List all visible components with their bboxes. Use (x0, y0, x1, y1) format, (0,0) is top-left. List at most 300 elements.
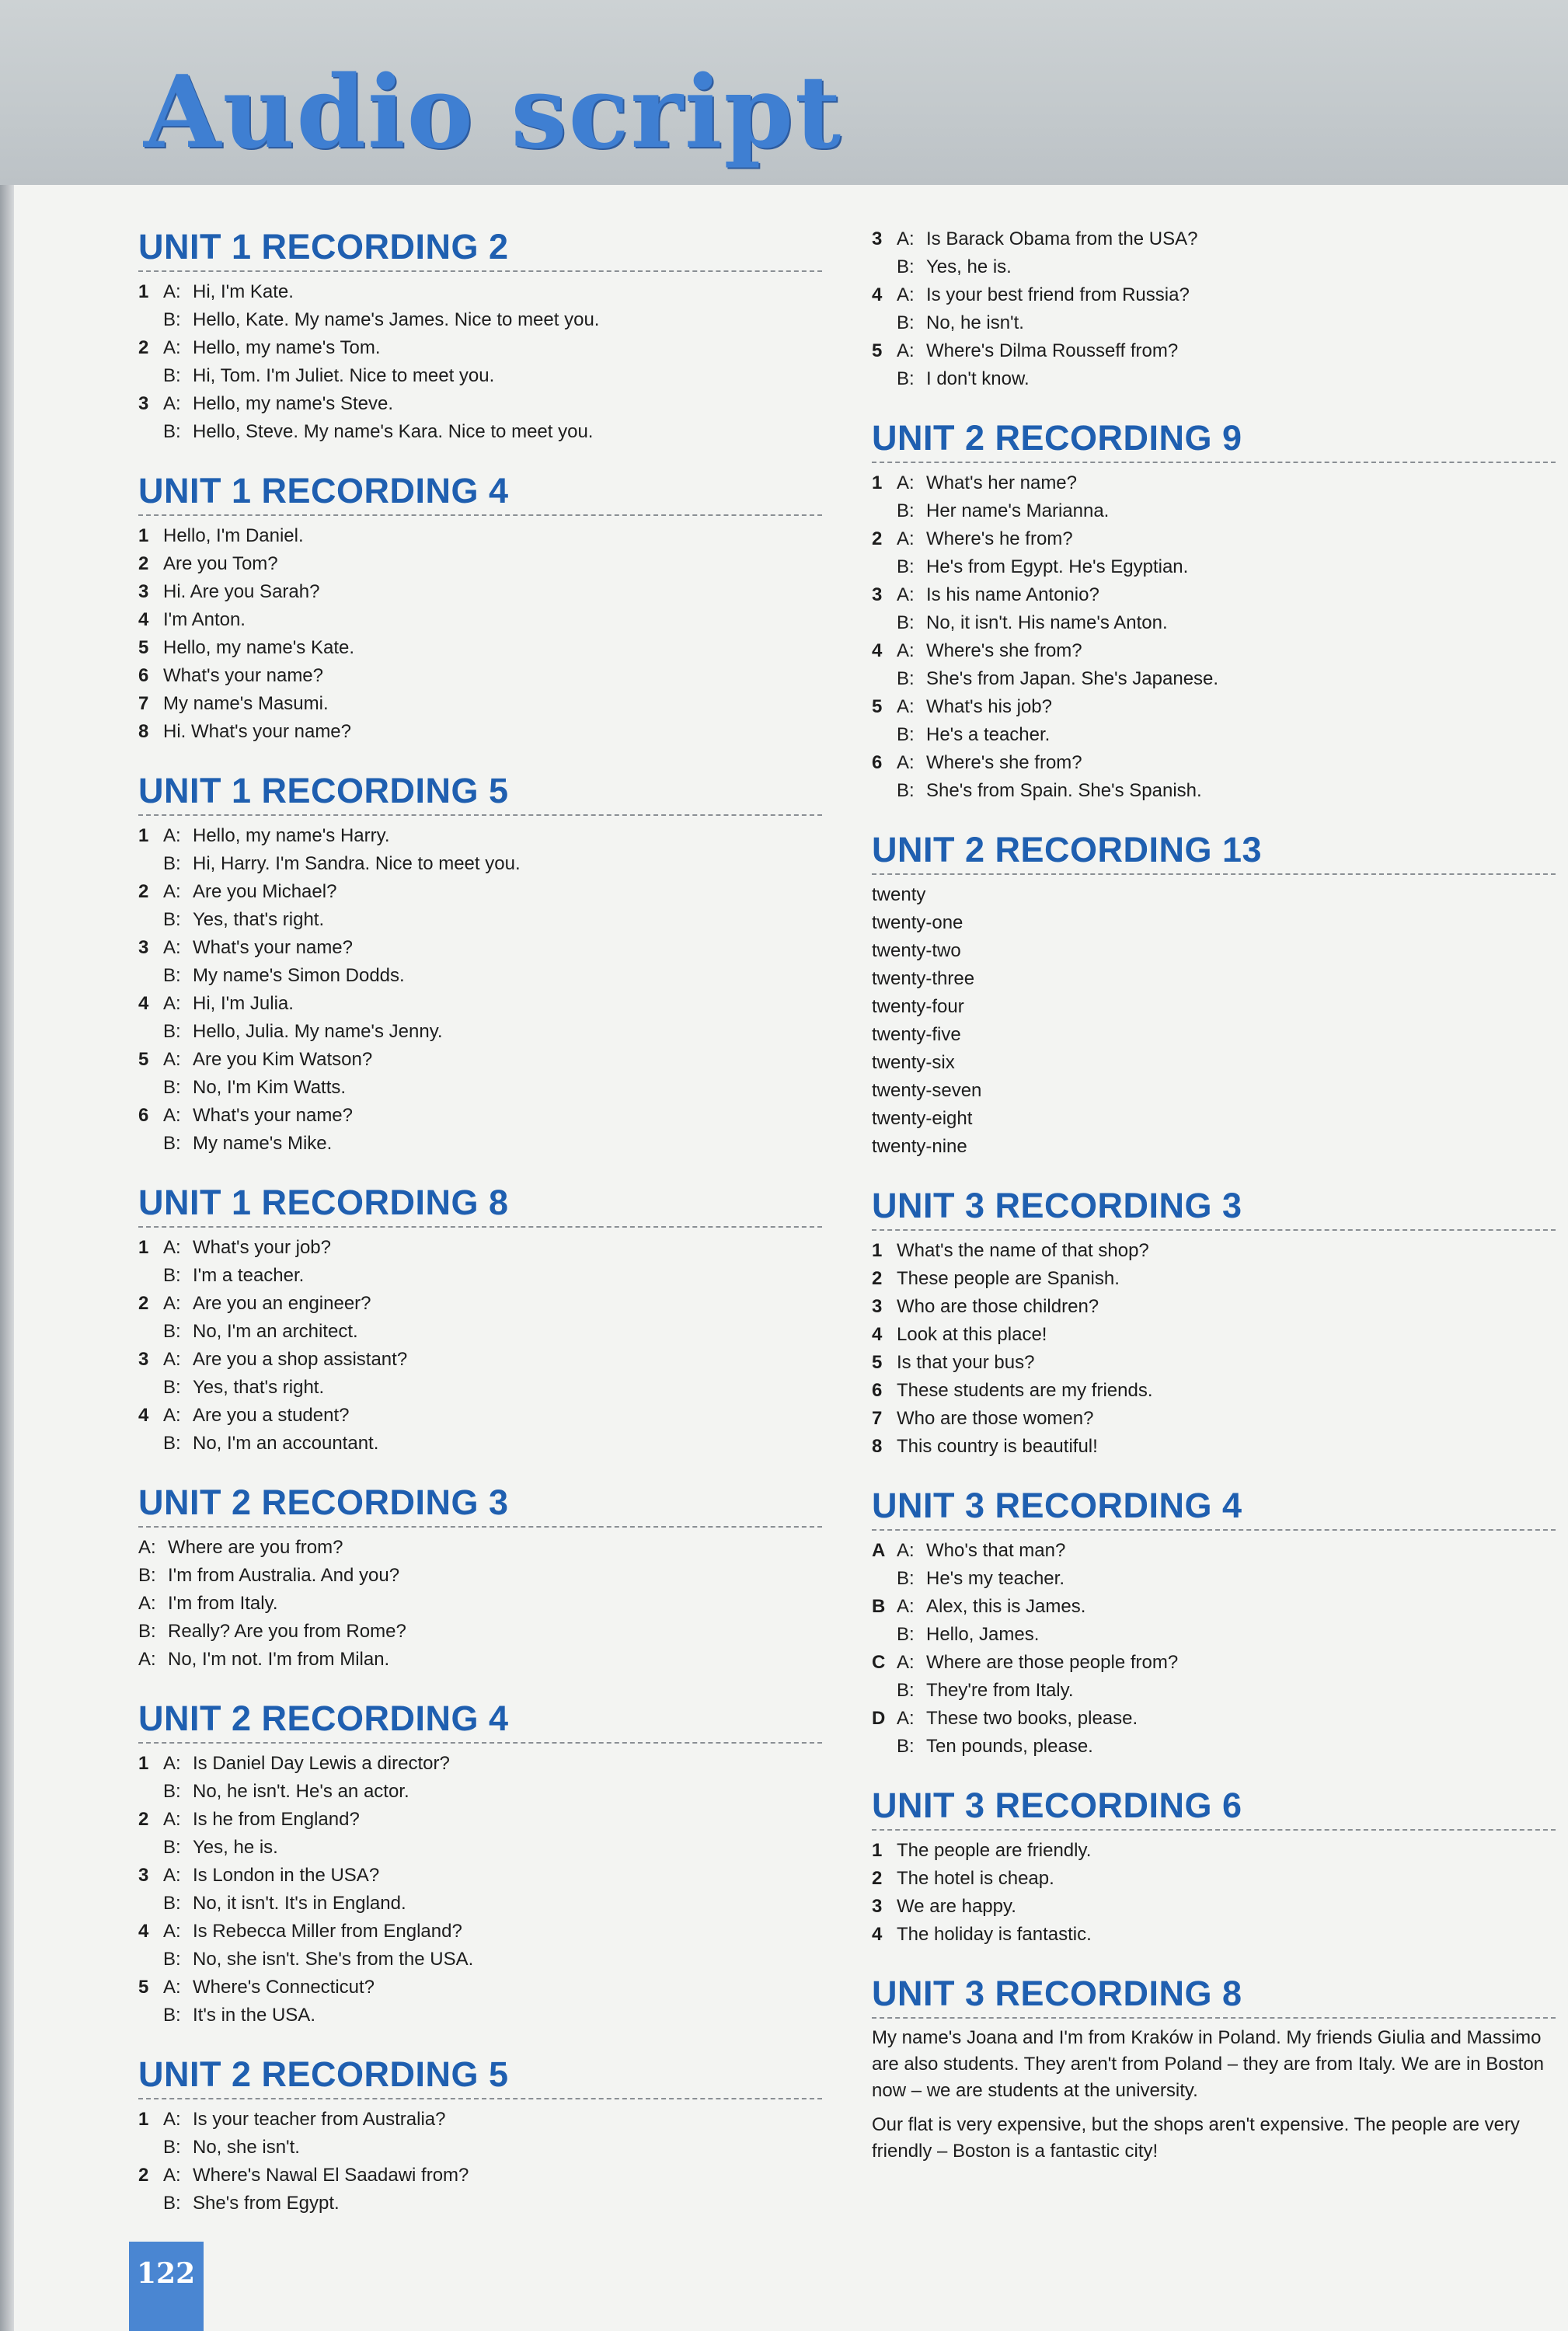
script-line (872, 1593, 1556, 1621)
speaker-label: B: (897, 668, 915, 689)
line-number: 2 (138, 881, 149, 902)
speaker-label: B: (163, 2005, 181, 2026)
line-text: This country is beautiful! (897, 1436, 1098, 1457)
speaker-label: B: (163, 365, 181, 386)
line-text: What's the name of that shop? (897, 1240, 1149, 1261)
line-text: Hello, my name's Harry. (193, 825, 390, 846)
speaker-label: B: (897, 1568, 915, 1589)
recording-heading: UNIT 2 RECORDING 4 (138, 1697, 822, 1744)
speaker-label: B: (163, 1837, 181, 1858)
script-line (872, 1621, 1556, 1649)
line-text: She's from Egypt. (193, 2193, 340, 2214)
line-text: Hi, I'm Julia. (193, 993, 294, 1014)
line-text: He's a teacher. (926, 724, 1051, 745)
line-number (872, 609, 897, 637)
line-text: Hello, Kate. My name's James. Nice to meet you. (193, 309, 600, 330)
line-number (872, 1565, 897, 1593)
line-number: 3 (138, 937, 149, 958)
recording-section (872, 1784, 1556, 1949)
line-text: My name's Mike. (193, 1133, 333, 1154)
recording-section (872, 225, 1556, 393)
line-number (138, 906, 163, 934)
line-text: twenty-one (872, 912, 963, 933)
speaker-label: B: (163, 1433, 181, 1454)
script-line (138, 578, 822, 606)
speaker-label: A: (163, 993, 181, 1014)
script-line (872, 1293, 1556, 1321)
speaker-label: B: (163, 965, 181, 986)
line-text: He's from Egypt. He's Egyptian. (926, 556, 1189, 577)
script-line (138, 962, 822, 990)
line-text: Yes, that's right. (193, 909, 325, 930)
line-number: 1 (872, 1240, 883, 1261)
line-text: Hi, Tom. I'm Juliet. Nice to meet you. (193, 365, 495, 386)
recording-section (138, 1481, 822, 1674)
page-edge-shadow (0, 185, 14, 2331)
line-text: My name's Simon Dodds. (193, 965, 405, 986)
line-text: Where's she from? (926, 752, 1082, 773)
line-text: Her name's Marianna. (926, 500, 1110, 521)
line-number: 1 (138, 1237, 149, 1258)
line-number (872, 253, 897, 281)
line-text: Is that your bus? (897, 1352, 1035, 1373)
line-number: 1 (138, 2109, 149, 2130)
speaker-label: A: (163, 281, 181, 302)
recording-section (138, 469, 822, 746)
line-number: 4 (138, 609, 149, 630)
line-text: These students are my friends. (897, 1380, 1153, 1401)
line-text: Is his name Antonio? (926, 584, 1099, 605)
line-number: 4 (138, 993, 149, 1014)
script-line (872, 581, 1556, 609)
line-text: I'm a teacher. (193, 1265, 305, 1286)
speaker-label: B: (163, 1077, 181, 1098)
line-number (138, 1946, 163, 1974)
line-number (138, 2190, 163, 2218)
script-line (138, 362, 822, 390)
line-number: 3 (872, 1896, 883, 1917)
line-number: 6 (872, 1380, 883, 1401)
script-line (138, 1806, 822, 1834)
line-text: What's your job? (193, 1237, 331, 1258)
line-text: twenty-five (872, 1024, 961, 1045)
line-text: Really? Are you from Rome? (168, 1621, 406, 1642)
script-line (872, 1349, 1556, 1377)
line-number: 6 (872, 752, 883, 773)
script-line (872, 365, 1556, 393)
script-line (138, 1102, 822, 1130)
script-line (872, 553, 1556, 581)
line-text: Hello, my name's Tom. (193, 337, 381, 358)
line-number: 2 (138, 1809, 149, 1830)
line-text: Hi, I'm Kate. (193, 281, 294, 302)
speaker-label: B: (897, 780, 915, 801)
script-line (138, 1402, 822, 1430)
speaker-label: B: (163, 421, 181, 442)
script-line (138, 1130, 822, 1158)
script-line (138, 390, 822, 418)
script-line (138, 1778, 822, 1806)
line-text: Hello, my name's Kate. (163, 637, 355, 658)
script-line (138, 934, 822, 962)
speaker-label: B: (163, 853, 181, 874)
speaker-label: B: (897, 256, 915, 277)
line-number: A (872, 1540, 886, 1561)
script-line (872, 965, 1556, 993)
line-number: 5 (138, 637, 149, 658)
script-line (872, 1021, 1556, 1049)
right-column (872, 225, 1556, 2188)
script-line (872, 1321, 1556, 1349)
line-text: The hotel is cheap. (897, 1868, 1054, 1889)
speaker-label: B: (897, 724, 915, 745)
line-text: Are you Tom? (163, 553, 278, 574)
speaker-label: B: (138, 1565, 156, 1586)
script-line (872, 1705, 1556, 1733)
line-text: Where's Nawal El Saadawi from? (193, 2165, 469, 2186)
speaker-label: B: (163, 1021, 181, 1042)
line-number: 3 (872, 228, 883, 249)
line-text: Who's that man? (926, 1540, 1066, 1561)
line-number: 5 (138, 1049, 149, 1070)
script-line (872, 1649, 1556, 1677)
line-text: Hello, I'm Daniel. (163, 525, 304, 546)
speaker-label: A: (163, 2165, 181, 2186)
speaker-label: B: (163, 1949, 181, 1970)
speaker-label: A: (163, 2109, 181, 2130)
speaker-label: A: (138, 1537, 156, 1558)
line-number (872, 497, 897, 525)
left-column (138, 225, 822, 2241)
line-text: I'm from Italy. (168, 1593, 278, 1614)
line-number: B (872, 1596, 886, 1617)
line-number: 1 (138, 281, 149, 302)
line-text: Are you a student? (193, 1405, 350, 1426)
line-number (138, 1318, 163, 1346)
line-number: 4 (872, 1924, 883, 1945)
script-line (138, 1946, 822, 1974)
script-line (138, 334, 822, 362)
line-text: Is London in the USA? (193, 1865, 380, 1886)
line-text: Alex, this is James. (926, 1596, 1086, 1617)
line-text: Hi. Are you Sarah? (163, 581, 320, 602)
line-text: What's her name? (926, 472, 1078, 493)
line-text: No, it isn't. His name's Anton. (926, 612, 1168, 633)
line-text: No, she isn't. (193, 2137, 300, 2158)
line-number: 3 (138, 393, 149, 414)
recording-section (138, 1697, 822, 2030)
speaker-label: B: (897, 312, 915, 333)
speaker-label: B: (897, 1680, 915, 1701)
line-text: No, I'm Kim Watts. (193, 1077, 347, 1098)
script-line (138, 662, 822, 690)
line-number (138, 1834, 163, 1862)
script-line (138, 1534, 822, 1562)
line-number: 1 (872, 1840, 883, 1861)
script-line (872, 225, 1556, 253)
line-text: I'm Anton. (163, 609, 246, 630)
script-line (872, 1133, 1556, 1161)
line-number: 1 (872, 472, 883, 493)
line-text: Are you an engineer? (193, 1293, 371, 1314)
line-text: My name's Masumi. (163, 693, 329, 714)
line-text: Are you a shop assistant? (193, 1349, 408, 1370)
line-number (138, 306, 163, 334)
line-text: Where are you from? (168, 1537, 343, 1558)
speaker-label: A: (163, 1105, 181, 1126)
line-text: Hello, my name's Steve. (193, 393, 394, 414)
page-number: 122 (137, 2257, 196, 2290)
speaker-label: A: (163, 1237, 181, 1258)
line-text: Ten pounds, please. (926, 1736, 1093, 1757)
script-line (138, 522, 822, 550)
recording-section (138, 1181, 822, 1458)
script-line (872, 525, 1556, 553)
speaker-label: A: (163, 1049, 181, 1070)
line-number: 1 (138, 825, 149, 846)
script-line (872, 665, 1556, 693)
line-text: Where are those people from? (926, 1652, 1179, 1673)
line-number (872, 365, 897, 393)
line-number: 2 (138, 1293, 149, 1314)
script-line (138, 634, 822, 662)
speaker-label: B: (163, 1321, 181, 1342)
speaker-label: B: (163, 1133, 181, 1154)
script-line (872, 1537, 1556, 1565)
line-text: The holiday is fantastic. (897, 1924, 1092, 1945)
script-line (872, 1077, 1556, 1105)
line-text: twenty-eight (872, 1108, 973, 1129)
script-line (138, 850, 822, 878)
line-text: What's your name? (193, 1105, 354, 1126)
speaker-label: B: (138, 1621, 156, 1642)
speaker-label: B: (163, 1781, 181, 1802)
recording-heading: UNIT 1 RECORDING 8 (138, 1181, 822, 1228)
speaker-label: A: (897, 752, 915, 773)
script-line (138, 1646, 822, 1674)
line-number (138, 1130, 163, 1158)
script-line (138, 1318, 822, 1346)
line-text: Look at this place! (897, 1324, 1047, 1345)
line-number (138, 1430, 163, 1458)
line-number: 4 (138, 1405, 149, 1426)
line-text: Hello, Julia. My name's Jenny. (193, 1021, 443, 1042)
script-line (138, 1918, 822, 1946)
line-number: 8 (872, 1436, 883, 1457)
line-text: Where's Connecticut? (193, 1977, 375, 1998)
recording-section (872, 1484, 1556, 1761)
recording-heading: UNIT 3 RECORDING 6 (872, 1784, 1556, 1831)
line-text: Is Daniel Day Lewis a director? (193, 1753, 450, 1774)
script-line (872, 1893, 1556, 1921)
speaker-label: A: (897, 1596, 915, 1617)
speaker-label: A: (163, 1865, 181, 1886)
speaker-label: A: (163, 1753, 181, 1774)
line-text: Who are those women? (897, 1408, 1094, 1429)
script-line (872, 777, 1556, 805)
speaker-label: A: (897, 228, 915, 249)
line-number (138, 2002, 163, 2030)
line-number: 3 (872, 1296, 883, 1317)
speaker-label: B: (897, 1624, 915, 1645)
recording-heading: UNIT 1 RECORDING 5 (138, 769, 822, 816)
script-line (872, 721, 1556, 749)
script-line (872, 1921, 1556, 1949)
script-line (872, 1237, 1556, 1265)
line-text: twenty-three (872, 968, 975, 989)
speaker-label: A: (163, 337, 181, 358)
line-text: Is he from England? (193, 1809, 360, 1830)
line-number: 2 (872, 1268, 883, 1289)
recording-heading: UNIT 2 RECORDING 9 (872, 416, 1556, 463)
line-text: No, it isn't. It's in England. (193, 1893, 406, 1914)
recording-heading: UNIT 2 RECORDING 3 (138, 1481, 822, 1528)
line-text: twenty-four (872, 996, 964, 1017)
recording-section (872, 1184, 1556, 1461)
recording-section (872, 828, 1556, 1161)
line-number: 4 (872, 1324, 883, 1345)
script-line (872, 609, 1556, 637)
recording-section (138, 2053, 822, 2218)
recording-section (872, 1972, 1556, 2165)
title-banner (0, 0, 1568, 185)
script-line (872, 337, 1556, 365)
speaker-label: A: (163, 825, 181, 846)
script-line (138, 1018, 822, 1046)
script-line (872, 1049, 1556, 1077)
script-line (138, 1262, 822, 1290)
line-text: No, I'm an accountant. (193, 1433, 379, 1454)
line-number (872, 1621, 897, 1649)
speaker-label: B: (163, 1377, 181, 1398)
line-text: twenty-six (872, 1052, 955, 1073)
line-text: She's from Spain. She's Spanish. (926, 780, 1202, 801)
speaker-label: B: (163, 2137, 181, 2158)
speaker-label: B: (163, 1893, 181, 1914)
speaker-label: A: (897, 640, 915, 661)
speaker-label: A: (138, 1649, 156, 1670)
line-number: 5 (872, 1352, 883, 1373)
script-line (138, 1618, 822, 1646)
speaker-label: A: (163, 1349, 181, 1370)
line-text: No, he isn't. He's an actor. (193, 1781, 409, 1802)
line-text: Where's he from? (926, 528, 1073, 549)
line-number (872, 309, 897, 337)
script-line (138, 606, 822, 634)
recording-heading: UNIT 3 RECORDING 8 (872, 1972, 1556, 2019)
script-line (138, 550, 822, 578)
line-text: Where's she from? (926, 640, 1082, 661)
line-number: 1 (138, 1753, 149, 1774)
script-line (138, 1562, 822, 1590)
line-text: No, she isn't. She's from the USA. (193, 1949, 474, 1970)
recording-section (138, 769, 822, 1158)
speaker-label: A: (897, 528, 915, 549)
line-number (872, 721, 897, 749)
line-number: 6 (138, 1105, 149, 1126)
line-text: No, I'm an architect. (193, 1321, 358, 1342)
speaker-label: A: (897, 340, 915, 361)
speaker-label: A: (897, 696, 915, 717)
line-number: C (872, 1652, 886, 1673)
line-text: The people are friendly. (897, 1840, 1092, 1861)
speaker-label: A: (897, 1540, 915, 1561)
script-line (138, 2190, 822, 2218)
line-number: 3 (872, 584, 883, 605)
script-line (138, 306, 822, 334)
speaker-label: A: (897, 584, 915, 605)
recording-heading: UNIT 2 RECORDING 5 (138, 2053, 822, 2099)
line-text: What's your name? (163, 665, 324, 686)
script-line (138, 278, 822, 306)
line-number: 8 (138, 721, 149, 742)
line-text: twenty-seven (872, 1080, 982, 1101)
line-number: 3 (138, 1865, 149, 1886)
speaker-label: B: (163, 2193, 181, 2214)
page-title: Audio script (144, 54, 843, 171)
line-number (138, 2134, 163, 2162)
script-line (872, 693, 1556, 721)
script-line (872, 1565, 1556, 1593)
line-number: 2 (872, 1868, 883, 1889)
line-number: 1 (138, 525, 149, 546)
script-line (872, 1265, 1556, 1293)
line-number: 4 (872, 284, 883, 305)
line-text: He's my teacher. (926, 1568, 1064, 1589)
line-number (138, 1018, 163, 1046)
line-number: 2 (138, 2165, 149, 2186)
script-line (138, 2134, 822, 2162)
line-number (138, 1074, 163, 1102)
line-text: twenty (872, 884, 926, 905)
script-line (872, 749, 1556, 777)
line-text: twenty-two (872, 940, 961, 961)
recording-heading: UNIT 1 RECORDING 2 (138, 225, 822, 272)
script-paragraph: Our flat is very expensive, but the shops aren't expensive. The people are very friendly – Boston is a fantastic city! (872, 2114, 1520, 2162)
script-line (872, 937, 1556, 965)
script-paragraph: My name's Joana and I'm from Kraków in Poland. My friends Giulia and Massimo are also students. They aren't from Poland – they are from Italy. We are in Boston now – we are students at the university. (872, 2027, 1545, 2101)
line-text: Is Barack Obama from the USA? (926, 228, 1198, 249)
script-line (872, 637, 1556, 665)
line-text: Hello, Steve. My name's Kara. Nice to meet you. (193, 421, 594, 442)
script-line (138, 1974, 822, 2002)
speaker-label: A: (163, 393, 181, 414)
line-number (138, 850, 163, 878)
line-number: 7 (872, 1408, 883, 1429)
line-text: Are you Michael? (193, 881, 337, 902)
speaker-label: A: (163, 1921, 181, 1942)
line-number (872, 1677, 897, 1705)
script-line (872, 253, 1556, 281)
script-line (138, 2106, 822, 2134)
recording-section (138, 225, 822, 446)
line-number (138, 1890, 163, 1918)
speaker-label: A: (163, 937, 181, 958)
line-number: 3 (138, 1349, 149, 1370)
line-number: 5 (872, 340, 883, 361)
speaker-label: A: (897, 472, 915, 493)
line-text: Are you Kim Watson? (193, 1049, 373, 1070)
speaker-label: B: (163, 309, 181, 330)
speaker-label: B: (163, 1265, 181, 1286)
line-number: 5 (872, 696, 883, 717)
line-text: Is your teacher from Australia? (193, 2109, 446, 2130)
script-line (138, 990, 822, 1018)
speaker-label: A: (897, 1652, 915, 1673)
script-line (138, 1046, 822, 1074)
line-text: Where's Dilma Rousseff from? (926, 340, 1179, 361)
script-line (138, 718, 822, 746)
